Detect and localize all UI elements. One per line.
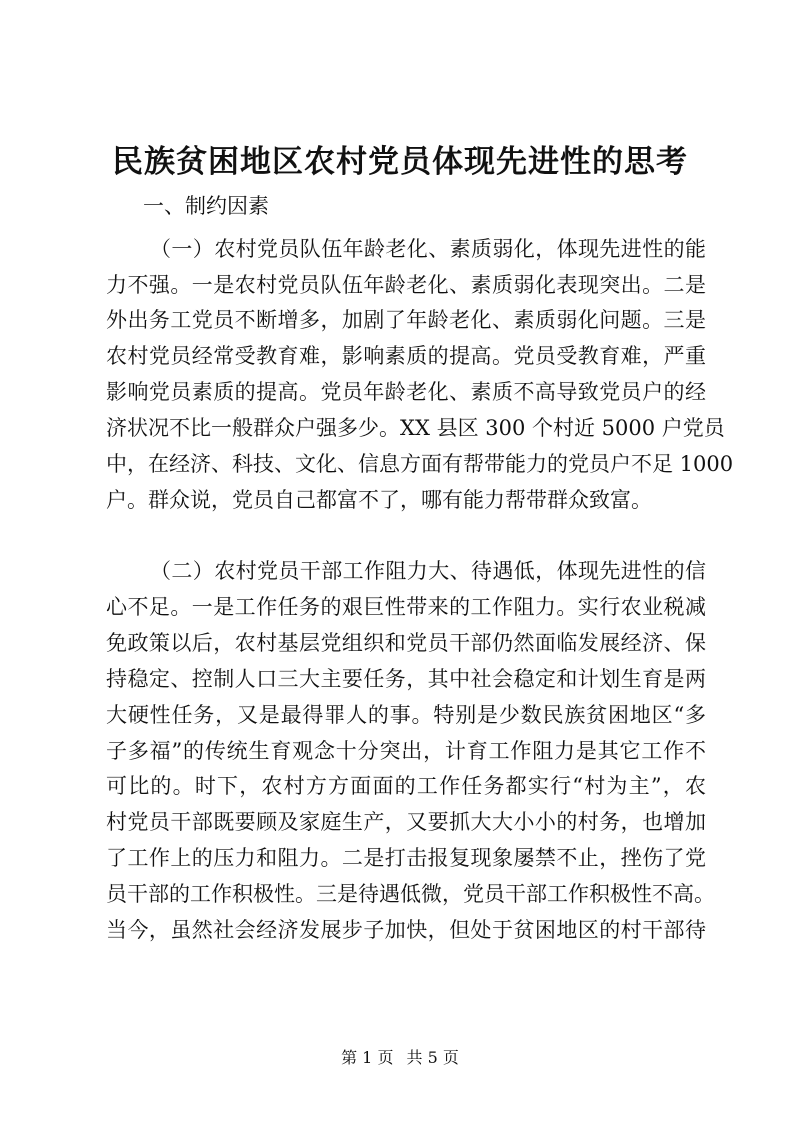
section-heading: 一、制约因素 [143,194,269,218]
page-number: 第 1 页 [341,1048,394,1067]
paragraph-line: 力不强。一是农村党员队伍年龄老化、素质弱化表现突出。二是 [106,273,706,297]
paragraph-line: 心不足。一是工作任务的艰巨性带来的工作阻力。实行农业税减 [106,595,706,619]
paragraph-line: 户。群众说，党员自己都富不了，哪有能力帮带群众致富。 [106,488,652,512]
paragraph-line: 农村党员经常受教育难，影响素质的提高。党员受教育难，严重 [106,344,706,368]
paragraph-line: 子多福”的传统生育观念十分突出，计育工作阻力是其它工作不 [106,739,706,763]
paragraph-line: （一）农村党员队伍年龄老化、素质弱化，体现先进性的能 [150,237,706,261]
paragraph-line: （二）农村党员干部工作阻力大、待遇低，体现先进性的信 [150,559,706,583]
paragraph-line: 可比的。时下，农村方方面面的工作任务都实行“村为主”，农 [106,774,706,798]
paragraph-line: 大硬性任务，又是最得罪人的事。特别是少数民族贫困地区“多 [106,703,706,727]
paragraph-line: 村党员干部既要顾及家庭生产，又要抓大大小小的村务，也增加 [106,810,706,834]
paragraph-line: 济状况不比一般群众户强多少。XX 县区 300 个村近 5000 户党员 [106,416,725,440]
paragraph-line: 中，在经济、科技、文化、信息方面有帮带能力的党员户不足 1000 [106,452,734,476]
paragraph-line: 影响党员素质的提高。党员年龄老化、素质不高导致党员户的经 [106,380,706,404]
paragraph-line: 免政策以后，农村基层党组织和党员干部仍然面临发展经济、保 [106,631,706,655]
page-footer [0,1047,800,1069]
paragraph-line: 持稳定、控制人口三大主要任务，其中社会稳定和计划生育是两 [106,667,706,691]
paragraph-line: 员干部的工作积极性。三是待遇低微，党员干部工作积极性不高。 [106,882,715,906]
page-total: 共 5 页 [406,1048,459,1067]
paragraph-line: 外出务工党员不断增多，加剧了年龄老化、素质弱化问题。三是 [106,308,706,332]
paragraph-line: 了工作上的压力和阻力。二是打击报复现象屡禁不止，挫伤了党 [106,846,706,870]
paragraph-line: 当今，虽然社会经济发展步子加快，但处于贫困地区的村干部待 [106,918,706,942]
document-title: 民族贫困地区农村党员体现先进性的思考 [112,144,688,180]
